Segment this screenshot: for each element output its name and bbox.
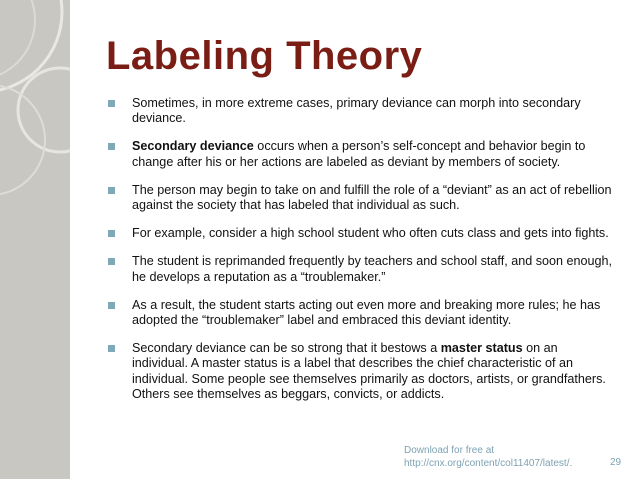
footer-line-2: http://cnx.org/content/col11407/latest/. xyxy=(404,458,573,469)
slide-title: Labeling Theory xyxy=(106,34,423,78)
bullet-text: occurs when a person’s self-concept and behavior begin to change after his or her actions are labeled as deviant by members of society. xyxy=(132,139,586,169)
bullet-item xyxy=(108,341,613,402)
bullet-text: The person may begin to take on and fulfill the role of a “deviant” as an act of rebellion against the society that has labeled that individual as such. xyxy=(132,182,612,213)
bullet-text: Sometimes, in more extreme cases, primary deviance can morph into secondary deviance. xyxy=(132,96,581,126)
footer-line-1: Download for free at xyxy=(404,445,495,456)
bullet-bold-term: master status xyxy=(440,341,523,356)
square-bullet-icon xyxy=(108,258,115,265)
square-bullet-icon xyxy=(108,302,115,309)
square-bullet-icon xyxy=(108,230,115,237)
bullet-text: on an individual. A master status is a label that describes the chief characteristic of an individual. Some people see themselves primarily as doctors, artists, or grandfathers. Others see themselves as beggars, convicts, or addicts. xyxy=(132,341,606,401)
square-bullet-icon xyxy=(108,143,115,150)
square-bullet-icon xyxy=(108,345,115,352)
decorative-circles-graphic xyxy=(0,0,70,479)
bullet-item xyxy=(108,298,613,328)
bullet-text: As a result, the student starts acting out even more and breaking more rules; he has adopted the “troublemaker” label and embraced this deviant identity. xyxy=(132,297,601,328)
decorative-sidebar xyxy=(0,0,70,479)
page-number: 29 xyxy=(610,457,622,468)
bullet-item xyxy=(108,254,613,284)
bullet-item xyxy=(108,183,613,213)
bullet-item xyxy=(108,96,613,126)
square-bullet-icon xyxy=(108,100,115,107)
bullet-text: The student is reprimanded frequently by teachers and school staff, and soon enough, he develops a reputation as a “troublemaker.” xyxy=(132,254,613,284)
bullet-list xyxy=(108,96,613,415)
footer-download-link[interactable] xyxy=(404,444,572,470)
bullet-bold-term: Secondary deviance xyxy=(132,139,254,154)
bullet-item xyxy=(108,226,613,241)
square-bullet-icon xyxy=(108,187,115,194)
bullet-text: For example, consider a high school student who often cuts class and gets into fights. xyxy=(132,226,609,241)
bullet-item xyxy=(108,139,613,169)
bullet-text-before: Secondary deviance can be so strong that it bestows a xyxy=(132,341,441,356)
